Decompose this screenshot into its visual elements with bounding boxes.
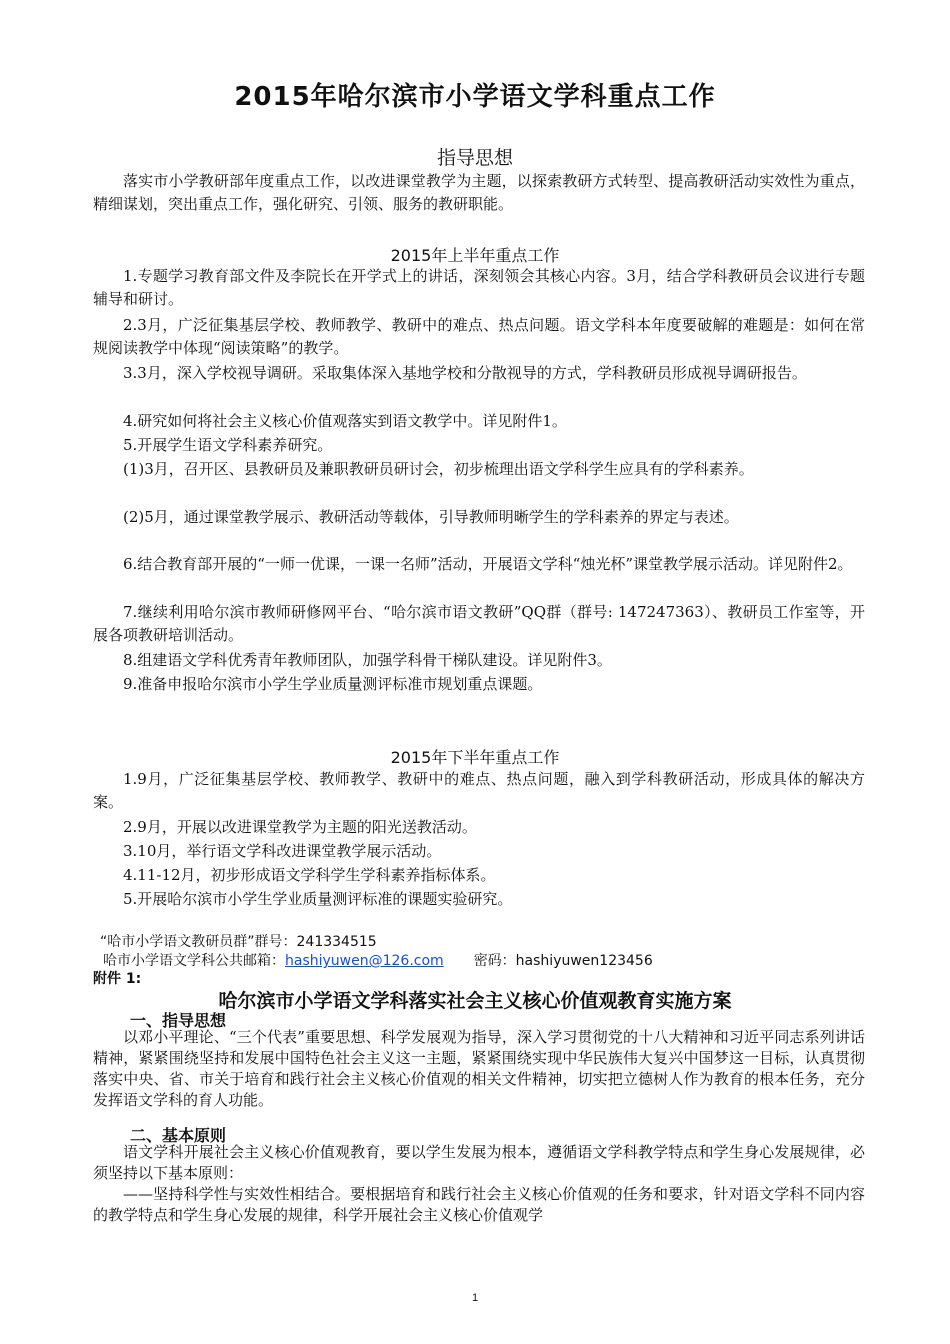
attachment-label: 附件 1:	[93, 971, 142, 987]
section-text: 以邓小平理论、“三个代表”重要思想、科学发展观为指导，深入学习贯彻党的十八大精神和习近平同志系列讲话精神，紧紧围绕坚持和发展中国特色社会主义这一主题，紧紧围绕实现中华民族伟大复兴中国梦这一目标，认真贯彻落实中央、省、市关于培育和践行社会主义核心价值观的相关文件精神，切实把立德树人作为教育的根本任务，充分发挥语文学科的育人功能。	[93, 1028, 865, 1109]
email-line	[103, 950, 653, 970]
first-half-item: 4.研究如何将社会主义核心价值观落实到语文教学中。详见附件1。	[123, 412, 567, 430]
guiding-text: 落实市小学教研部年度重点工作，以改进课堂教学为主题，以探索教研方式转型、提高教研活动实效性为重点，精细谋划，突出重点工作，强化研究、引领、服务的教研职能。	[93, 172, 865, 213]
second-half-item: 1.9月，广泛征集基层学校、教师教学、教研中的难点、热点问题，融入到学科教研活动，形成具体的解决方案。	[93, 770, 865, 811]
email-label: 哈市小学语文学科公共邮箱：	[103, 953, 285, 969]
first-half-item: 3.3月，深入学校视导调研。采取集体深入基地学校和分散视导的方式，学科教研员形成视导调研报告。	[123, 364, 807, 382]
first-half-item: 5.开展学生语文学科素养研究。	[123, 436, 333, 454]
first-half-heading: 2015年上半年重点工作	[390, 246, 560, 265]
guiding-heading: 指导思想	[436, 147, 513, 169]
attachment-title: 哈尔滨市小学语文学科落实社会主义核心价值观教育实施方案	[218, 990, 732, 1012]
section-heading: 一、指导思想	[130, 1011, 227, 1030]
document-title: 2015年哈尔滨市小学语文学科重点工作	[234, 82, 716, 112]
first-half-item: (2)5月，通过课堂教学展示、教研活动等载体，引导教师明晰学生的学科素养的界定与表述。	[123, 508, 739, 526]
group-number: “哈市小学语文教研员群”群号：241334515	[100, 934, 377, 950]
password-label: 密码：hashiyuwen123456	[473, 953, 653, 969]
first-half-item: 7.继续利用哈尔滨市教师研修网平台、“哈尔滨市语文教研”QQ群（群号: 147247363）、教研员工作室等，开展各项教研培训活动。	[93, 603, 865, 644]
second-half-item: 4.11-12月，初步形成语文学科学生学科素养指标体系。	[123, 866, 496, 884]
section-heading: 二、基本原则	[130, 1126, 227, 1145]
first-half-item: 6.结合教育部开展的“一师一优课，一课一名师”活动，开展语文学科“烛光杯”课堂教学展示活动。详见附件2。	[123, 555, 853, 573]
section-text: ——坚持科学性与实效性相结合。要根据培育和践行社会主义核心价值观的任务和要求，针对语文学科不同内容的教学特点和学生身心发展的规律，科学开展社会主义核心价值观学	[93, 1185, 865, 1224]
email-link[interactable]: hashiyuwen@126.com	[285, 953, 444, 969]
page-number: 1	[471, 1292, 479, 1304]
first-half-item: 9.准备申报哈尔滨市小学生学业质量测评标准市规划重点课题。	[123, 675, 543, 693]
first-half-item: (1)3月，召开区、县教研员及兼职教研员研讨会，初步梳理出语文学科学生应具有的学科素养。	[123, 460, 754, 478]
second-half-item: 2.9月，开展以改进课堂教学为主题的阳光送教活动。	[123, 818, 477, 836]
second-half-item: 5.开展哈尔滨市小学生学业质量测评标准的课题实验研究。	[123, 890, 513, 908]
first-half-item: 2.3月，广泛征集基层学校、教师教学、教研中的难点、热点问题。语文学科本年度要破解的难题是：如何在常规阅读教学中体现“阅读策略”的教学。	[93, 316, 865, 357]
second-half-heading: 2015年下半年重点工作	[390, 748, 560, 767]
second-half-item: 3.10月，举行语文学科改进课堂教学展示活动。	[123, 842, 442, 860]
first-half-item: 1.专题学习教育部文件及李院长在开学式上的讲话，深刻领会其核心内容。3月，结合学科教研员会议进行专题辅导和研讨。	[93, 267, 865, 308]
first-half-item: 8.组建语文学科优秀青年教师团队，加强学科骨干梯队建设。详见附件3。	[123, 651, 612, 669]
section-text: 语文学科开展社会主义核心价值观教育，要以学生发展为根本，遵循语文学科教学特点和学生身心发展规律，必须坚持以下基本原则：	[93, 1143, 865, 1182]
